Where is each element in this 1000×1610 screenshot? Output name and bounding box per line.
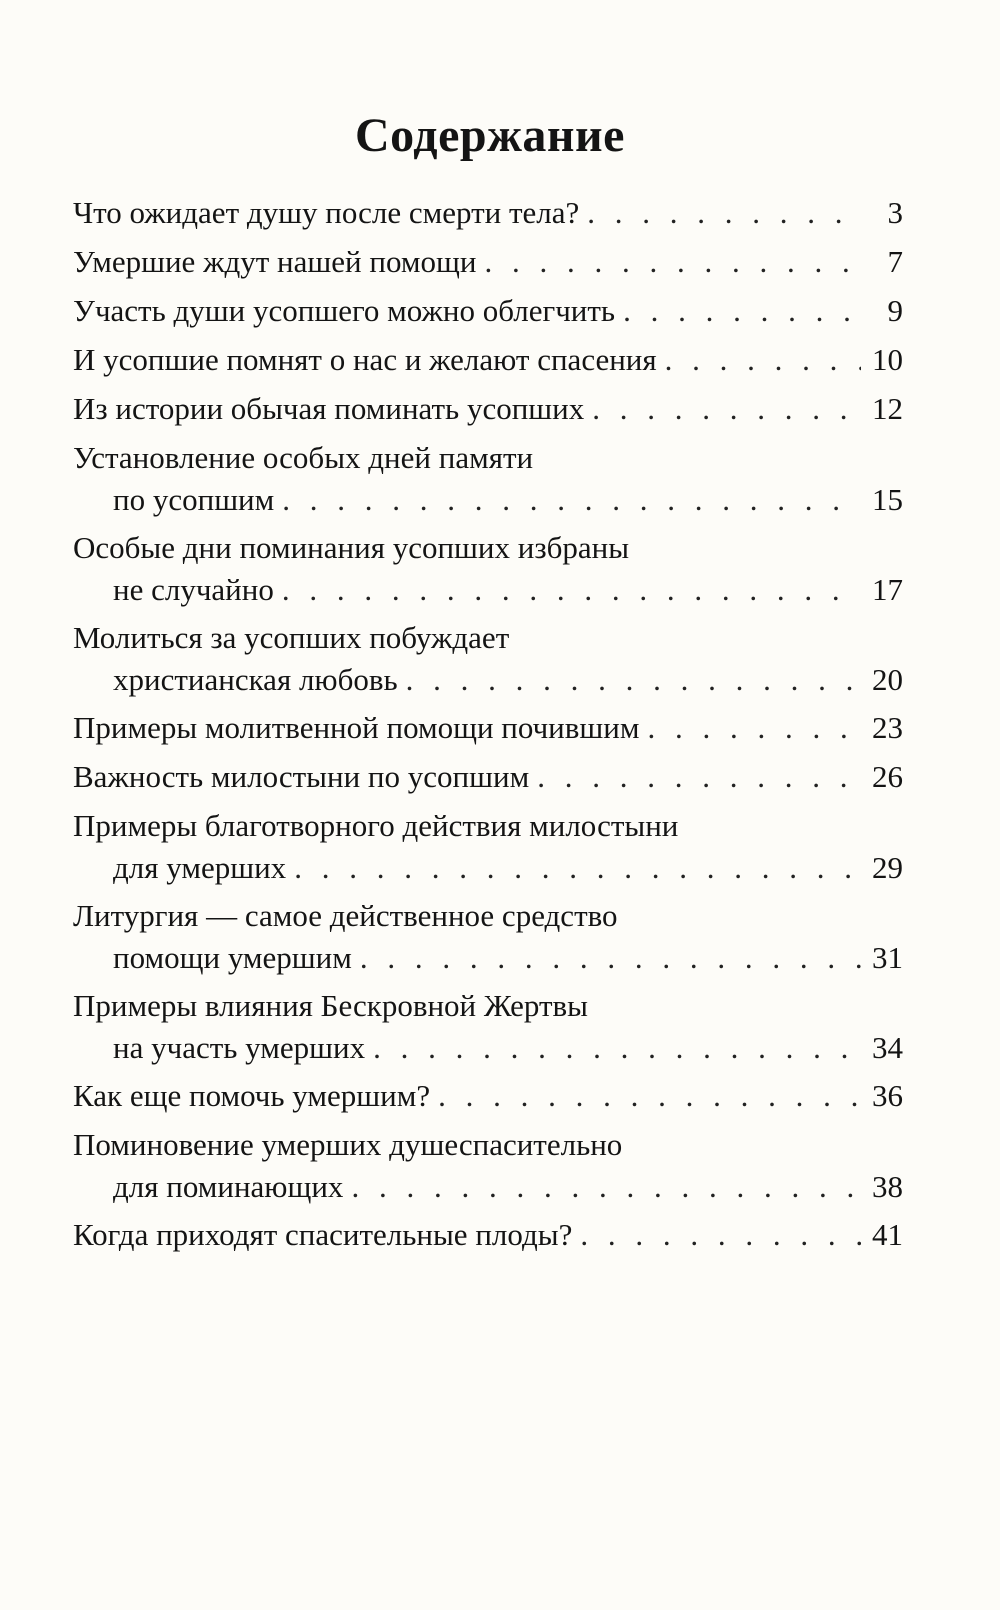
toc-entry: [73, 617, 903, 707]
toc-entry: [73, 192, 903, 241]
toc-line: [73, 241, 903, 283]
table-of-contents: [73, 192, 903, 1263]
toc-entry-title: Поминовение умерших душеспасительно: [73, 1127, 623, 1162]
toc-page-number: 9: [887, 293, 903, 328]
dot-leader: [648, 707, 862, 749]
toc-entry-title: Как еще помочь умершим?: [73, 1078, 431, 1113]
toc-line: [73, 805, 903, 847]
toc-entry-title: Примеры молитвенной помощи почившим: [73, 710, 640, 745]
dot-leader: [360, 937, 861, 979]
dot-leader: [373, 1027, 861, 1069]
toc-page-number: 38: [872, 1169, 903, 1204]
toc-line: [73, 617, 903, 659]
dot-leader: [351, 1166, 861, 1208]
toc-line-continuation: [73, 479, 903, 521]
toc-page-number: 17: [872, 572, 903, 607]
toc-entry-title: Когда приходят спасительные плоды?: [73, 1217, 573, 1252]
toc-page-number: 41: [872, 1217, 903, 1252]
toc-entry: [73, 895, 903, 985]
toc-line-continuation: [73, 569, 903, 611]
dot-leader: [580, 1214, 861, 1256]
toc-entry-title: И усопшие помнят о нас и желают спасения: [73, 342, 657, 377]
toc-entry: [73, 707, 903, 756]
toc-page-number: 3: [887, 195, 903, 230]
toc-entry: [73, 756, 903, 805]
toc-line: [73, 985, 903, 1027]
toc-entry-title-continuation: для умерших: [113, 850, 287, 885]
dot-leader: [537, 756, 861, 798]
toc-line-continuation: [73, 1027, 903, 1069]
toc-entry: [73, 1124, 903, 1214]
toc-entry-title-continuation: христианская любовь: [113, 662, 398, 697]
toc-line: [73, 895, 903, 937]
toc-page-number: 26: [872, 759, 903, 794]
toc-entry-title: Участь души усопшего можно облегчить: [73, 293, 616, 328]
toc-entry-title-continuation: на участь умерших: [113, 1030, 366, 1065]
toc-page-number: 20: [872, 662, 903, 697]
dot-leader: [592, 388, 861, 430]
toc-entry-title-continuation: помощи умершим: [113, 940, 352, 975]
toc-entry: [73, 1214, 903, 1263]
toc-entry: [73, 290, 903, 339]
dot-leader: [484, 241, 861, 283]
toc-line: [73, 756, 903, 798]
toc-entry: [73, 527, 903, 617]
toc-line: [73, 388, 903, 430]
page-title: Содержание: [355, 109, 625, 162]
dot-leader: [587, 192, 861, 234]
dot-leader: [623, 290, 861, 332]
dot-leader: [294, 847, 861, 889]
toc-page-number: 36: [872, 1078, 903, 1113]
toc-entry-title: Особые дни поминания усопших избраны: [73, 530, 630, 565]
dot-leader: [406, 659, 861, 701]
toc-page-number: 15: [872, 482, 903, 517]
toc-line: [73, 290, 903, 332]
toc-entry: [73, 805, 903, 895]
toc-line: [73, 527, 903, 569]
toc-line: [73, 192, 903, 234]
toc-line: [73, 707, 903, 749]
toc-page-number: 34: [872, 1030, 903, 1065]
toc-entry: [73, 241, 903, 290]
toc-entry-title: Молиться за усопших побуждает: [73, 620, 510, 655]
toc-line: [73, 437, 903, 479]
toc-line: [73, 1214, 903, 1256]
toc-entry: [73, 339, 903, 388]
toc-page-number: 7: [887, 244, 903, 279]
toc-page-number: 23: [872, 710, 903, 745]
toc-entry-title: Примеры благотворного действия милостыни: [73, 808, 679, 843]
toc-line-continuation: [73, 1166, 903, 1208]
toc-entry-title-continuation: по усопшим: [113, 482, 275, 517]
toc-line-continuation: [73, 847, 903, 889]
toc-line: [73, 1075, 903, 1117]
toc-line: [73, 339, 903, 381]
toc-entry-title-continuation: не случайно: [113, 572, 274, 607]
toc-entry: [73, 985, 903, 1075]
toc-entry: [73, 1075, 903, 1124]
toc-page-number: 31: [872, 940, 903, 975]
toc-line: [73, 1124, 903, 1166]
toc-page-number: 12: [872, 391, 903, 426]
toc-entry-title: Из истории обычая поминать усопших: [73, 391, 585, 426]
toc-page-number: 29: [872, 850, 903, 885]
toc-entry-title-continuation: для поминающих: [113, 1169, 344, 1204]
toc-entry-title: Что ожидает душу после смерти тела?: [73, 195, 580, 230]
dot-leader: [282, 569, 861, 611]
toc-entry-title: Примеры влияния Бескровной Жертвы: [73, 988, 588, 1023]
toc-entry: [73, 388, 903, 437]
toc-entry: [73, 437, 903, 527]
toc-page-number: 10: [872, 342, 903, 377]
toc-line-continuation: [73, 659, 903, 701]
toc-entry-title: Важность милостыни по усопшим: [73, 759, 530, 794]
toc-entry-title: Литургия — самое действенное средство: [73, 898, 618, 933]
dot-leader: [282, 479, 861, 521]
toc-entry-title: Установление особых дней памяти: [73, 440, 534, 475]
dot-leader: [665, 339, 861, 381]
dot-leader: [438, 1075, 861, 1117]
toc-line-continuation: [73, 937, 903, 979]
toc-entry-title: Умершие ждут нашей помощи: [73, 244, 477, 279]
